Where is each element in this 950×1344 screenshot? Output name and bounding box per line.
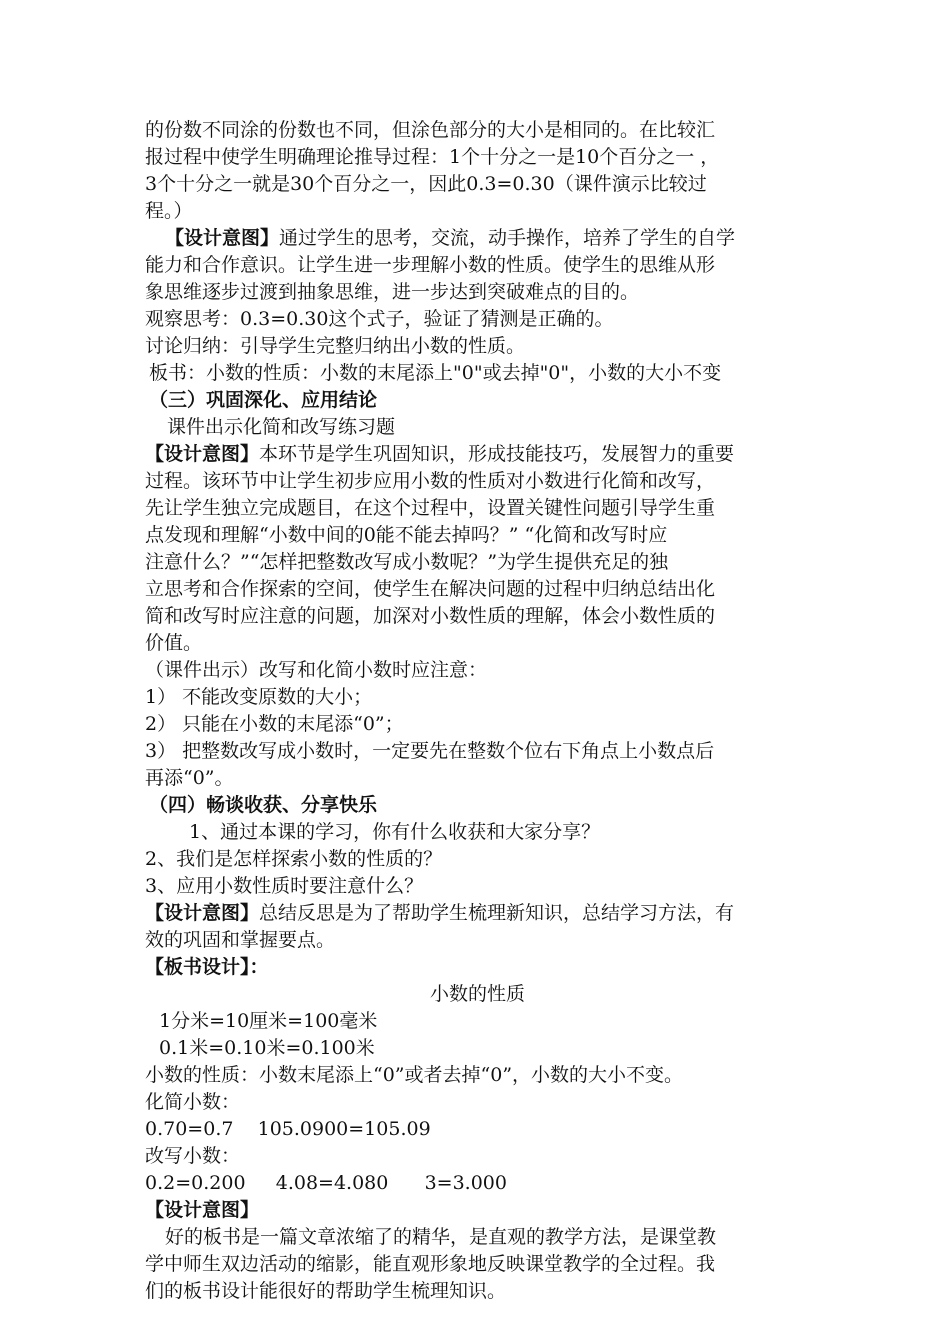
text-line: 化简小数： [145, 1091, 241, 1113]
text-line: 讨论归纳：引导学生完整归纳出小数的性质。 [145, 335, 526, 357]
text-line: 1分米=10厘米=100毫米 [159, 1010, 378, 1032]
list-item: 1） 不能改变原数的大小； [145, 686, 373, 708]
text-line: 0.70=0.7 105.0900=105.09 [145, 1118, 431, 1140]
text-line: 观察思考：0.3=0.30这个式子，验证了猜测是正确的。 [145, 308, 614, 330]
list-item: 2、我们是怎样探索小数的性质的？ [145, 848, 443, 870]
text-line: 先让学生独立完成题目，在这个过程中，设置关键性问题引导学生重 [145, 497, 716, 519]
paragraph-line [165, 226, 735, 250]
text-line: 过程。该环节中让学生初步应用小数的性质对小数进行化简和改写， [145, 470, 716, 492]
design-intent-heading: 【设计意图】 [145, 902, 260, 924]
section-heading-3: （三）巩固深化、应用结论 [149, 389, 378, 411]
text-line: 能力和合作意识。让学生进一步理解小数的性质。使学生的思维从形 [145, 254, 716, 276]
text-line: 0.1米=0.10米=0.100米 [159, 1037, 375, 1059]
section-heading-4: （四）畅谈收获、分享快乐 [149, 794, 378, 816]
paragraph-line [145, 901, 734, 925]
text-line: 们的板书设计能很好的帮助学生梳理知识。 [145, 1280, 507, 1302]
text-line: 再添“0”。 [145, 767, 234, 789]
text-line: （课件出示）改写和化简小数时应注意： [145, 659, 488, 681]
list-item: 3、应用小数性质时要注意什么？ [145, 875, 424, 897]
text-span: 通过学生的思考，交流，动手操作，培养了学生的自学 [279, 227, 736, 249]
text-line: 改写小数： [145, 1145, 241, 1167]
text-line: 注意什么？”“怎样把整数改写成小数呢？”为学生提供充足的独 [145, 551, 669, 573]
text-line: 效的巩固和掌握要点。 [145, 929, 336, 951]
board-title: 小数的性质 [429, 983, 525, 1005]
text-line: 立思考和合作探索的空间，使学生在解决问题的过程中归纳总结出化 [145, 578, 716, 600]
text-line: 小数的性质：小数末尾添上“0”或者去掉“0”，小数的大小不变。 [145, 1064, 684, 1086]
text-line: 板书：小数的性质：小数的末尾添上"0"或去掉"0"，小数的大小不变 [149, 362, 722, 384]
text-line: 好的板书是一篇文章浓缩了的精华，是直观的教学方法，是课堂教 [165, 1226, 717, 1248]
text-line: 的份数不同涂的份数也不同，但涂色部分的大小是相同的。在比较汇 [145, 119, 716, 141]
text-line: 3个十分之一就是30个百分之一，因此0.3=0.30（课件演示比较过 [145, 173, 707, 195]
design-intent-heading: 【设计意图】 [145, 1199, 260, 1221]
list-item: 1、通过本课的学习，你有什么收获和大家分享？ [189, 821, 601, 843]
text-line: 程。） [145, 200, 193, 222]
text-line: 象思维逐步过渡到抽象思维，进一步达到突破难点的目的。 [145, 281, 640, 303]
design-intent-heading: 【设计意图】 [165, 227, 280, 249]
paragraph-line [145, 442, 734, 466]
list-item: 2） 只能在小数的末尾添“0”； [145, 713, 404, 735]
board-design-heading: 【板书设计】： [145, 956, 269, 978]
text-span: 本环节是学生巩固知识，形成技能技巧，发展智力的重要 [259, 443, 735, 465]
design-intent-heading: 【设计意图】 [145, 443, 260, 465]
list-item: 3） 把整数改写成小数时，一定要先在整数个位右下角点上小数点后 [145, 740, 715, 762]
text-line: 点发现和理解“小数中间的0能不能去掉吗？” “化简和改写时应 [145, 524, 668, 546]
text-line: 报过程中使学生明确理论推导过程：1个十分之一是10个百分之一 ， [145, 146, 720, 168]
text-line: 简和改写时应注意的问题，加深对小数性质的理解，体会小数性质的 [145, 605, 716, 627]
text-span: 总结反思是为了帮助学生梳理新知识，总结学习方法，有 [259, 902, 735, 924]
text-line: 价值。 [145, 632, 203, 654]
text-line: 学中师生双边活动的缩影，能直观形象地反映课堂教学的全过程。我 [145, 1253, 716, 1275]
text-line: 课件出示化简和改写练习题 [167, 416, 396, 438]
text-line: 0.2=0.200 4.08=4.080 3=3.000 [145, 1172, 507, 1194]
